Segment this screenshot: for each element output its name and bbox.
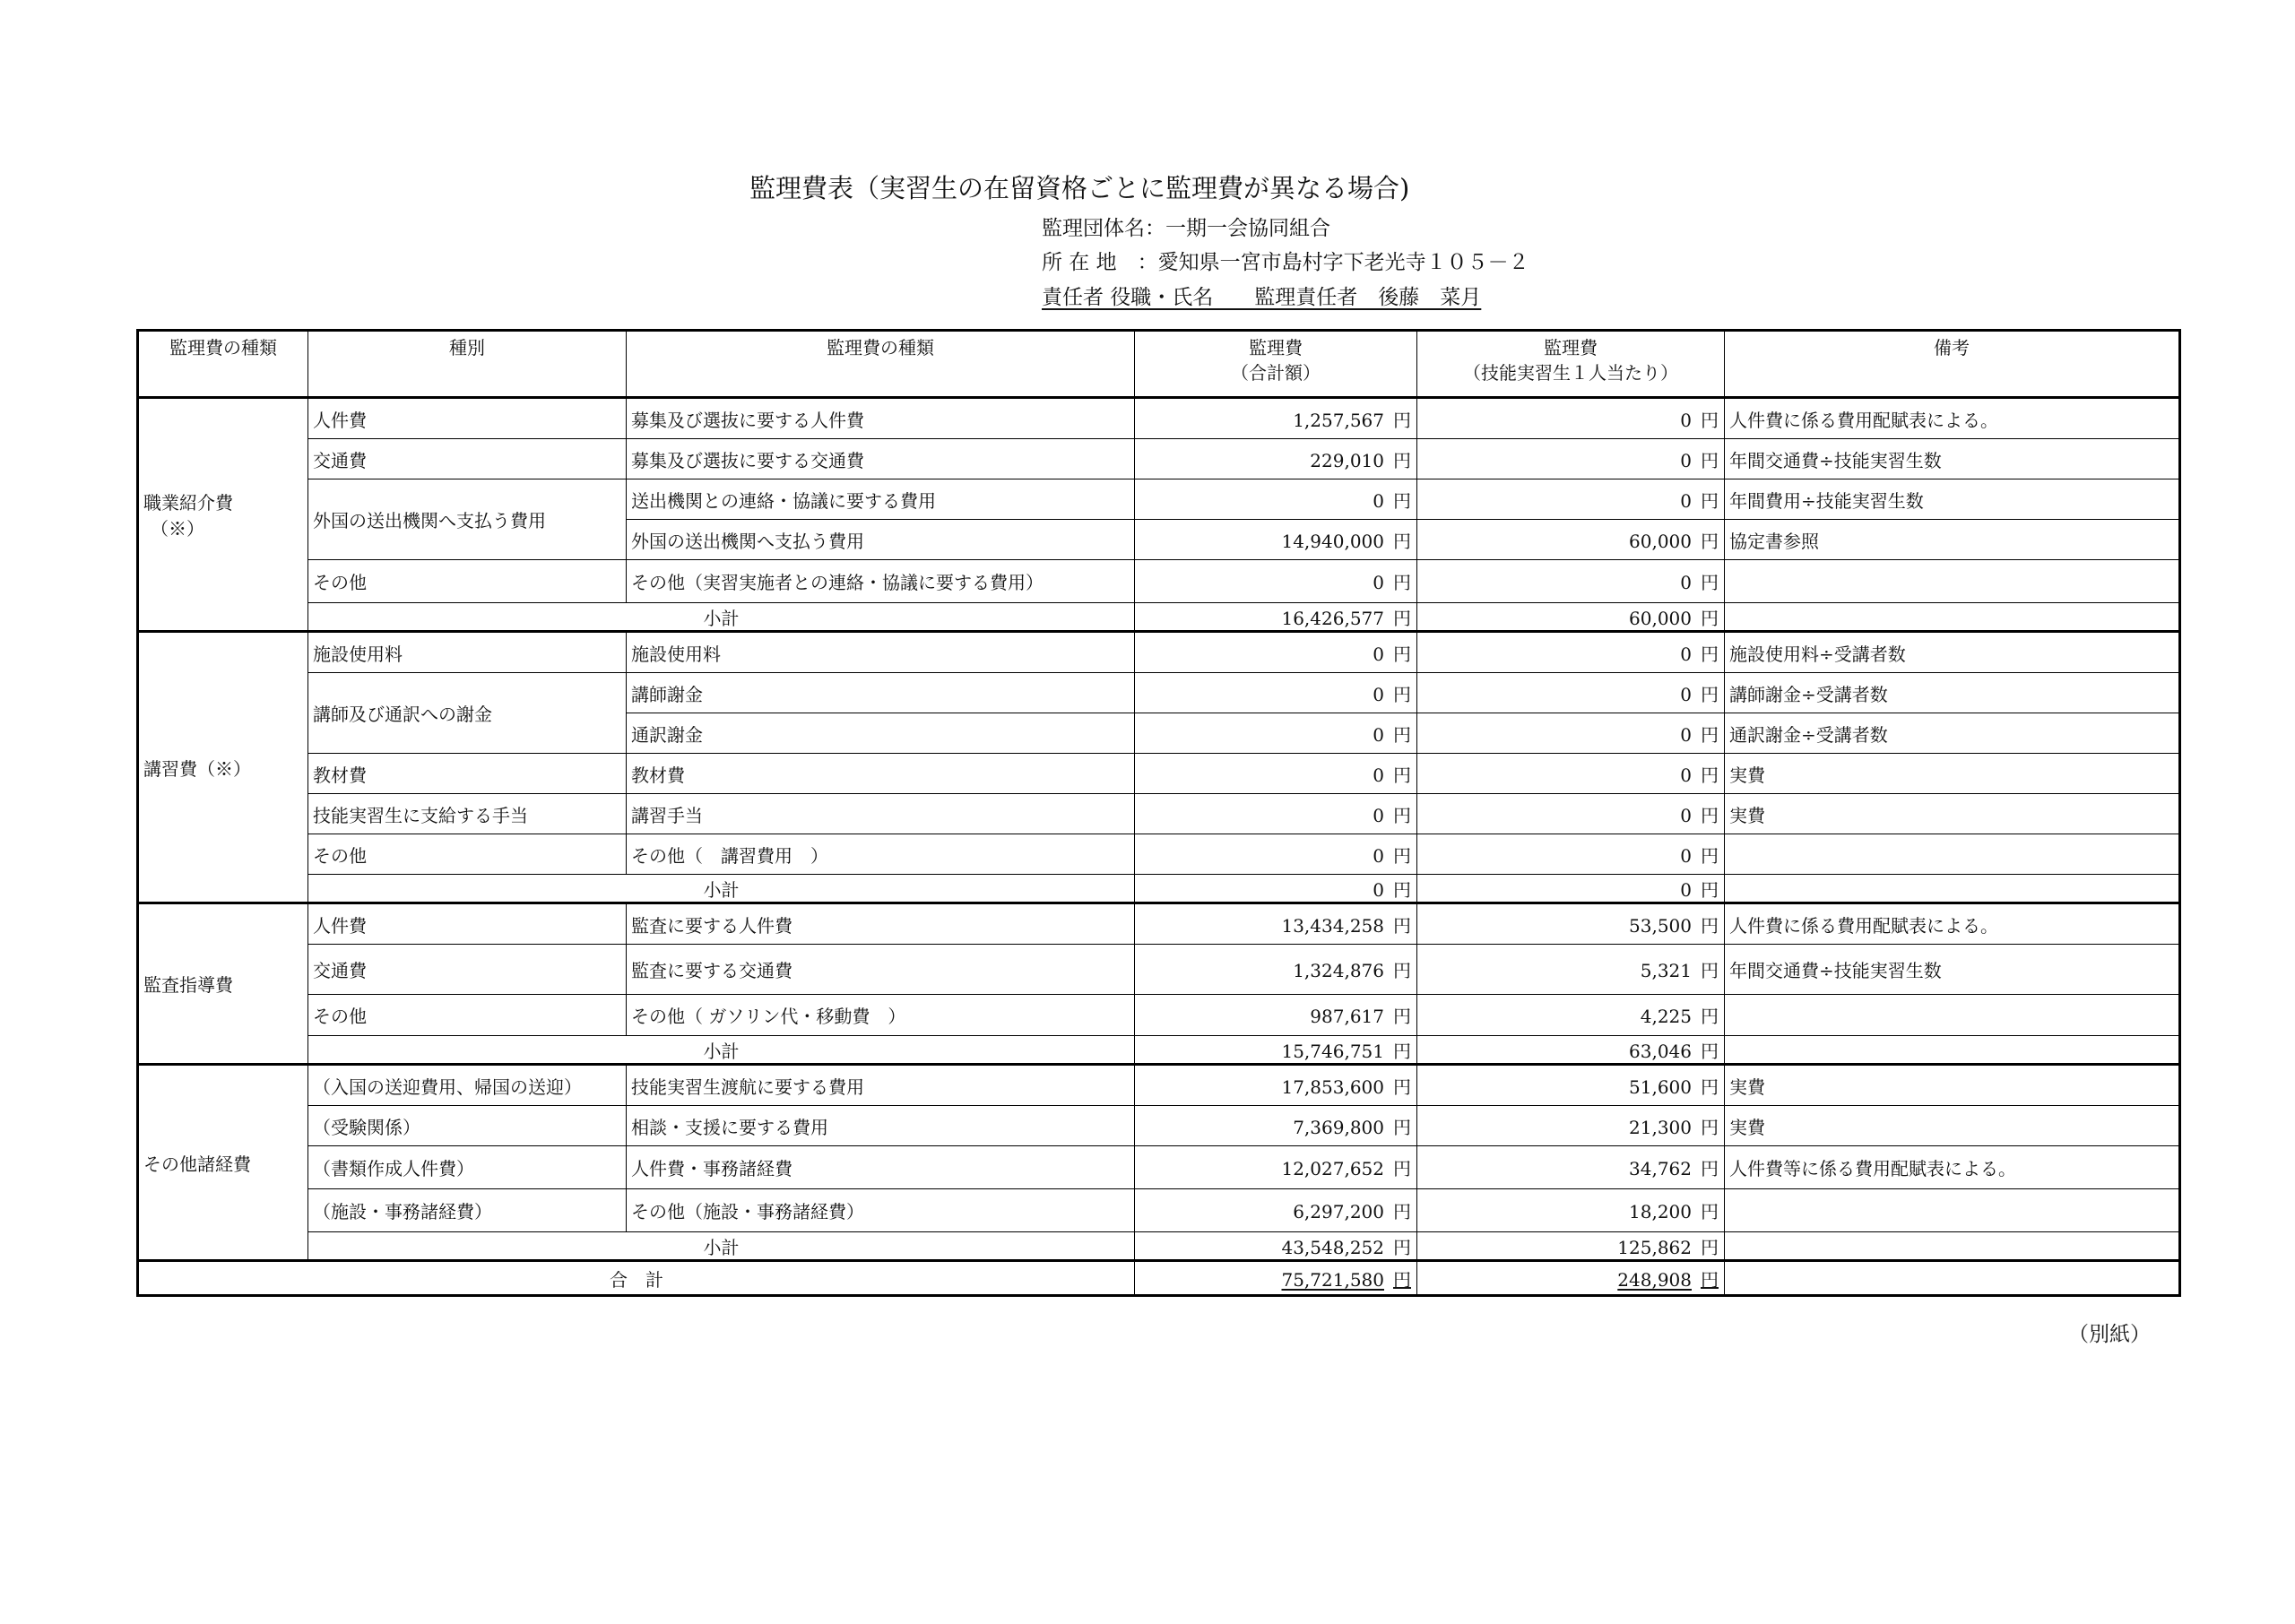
total-amount-cell	[1135, 1106, 1417, 1146]
unit-yen: 円	[1393, 1236, 1411, 1258]
total-amount-cell-value: 7,369,800	[1293, 1116, 1384, 1138]
total-amount-cell	[1135, 560, 1417, 603]
per-person-cell-value: 0	[1680, 409, 1692, 431]
total-amount-cell-value: 0	[1373, 723, 1384, 746]
item-cell: その他（施設・事務諸経費）	[627, 1189, 1135, 1232]
table-row	[138, 995, 2180, 1036]
per-person-cell-value: 34,762	[1629, 1158, 1692, 1179]
per-person-cell	[1417, 632, 1725, 673]
item-cell: その他（実習実施者との連絡・協議に要する費用）	[627, 560, 1135, 603]
subtotal-per-cell	[1417, 1232, 1725, 1261]
item-cell: 募集及び選抜に要する交通費	[627, 439, 1135, 479]
category-label: 講習費（※）	[143, 757, 251, 780]
note-cell	[1725, 834, 2180, 875]
unit-yen: 円	[1701, 449, 1719, 471]
unit-yen: 円	[1701, 723, 1719, 746]
grand-total-cell	[1135, 1261, 1417, 1296]
note-cell: 人件費に係る費用配賦表による。	[1725, 903, 2180, 945]
table-row	[138, 794, 2180, 834]
total-amount-cell	[1135, 834, 1417, 875]
unit-yen: 円	[1393, 572, 1411, 593]
type-cell: 講師及び通訳への謝金	[308, 673, 627, 754]
per-person-cell-value: 18,200	[1629, 1201, 1692, 1222]
per-person-cell	[1417, 713, 1725, 754]
unit-yen: 円	[1393, 1201, 1411, 1222]
type-cell: 交通費	[308, 945, 627, 995]
type-cell: 技能実習生に支給する手当	[308, 794, 627, 834]
per-person-cell-value: 21,300	[1629, 1116, 1692, 1138]
subtotal-label: 小計	[308, 1036, 1135, 1065]
table-header-row	[138, 331, 2180, 398]
per-person-cell	[1417, 945, 1725, 995]
subtotal-total-cell	[1135, 603, 1417, 632]
unit-yen: 円	[1701, 530, 1719, 552]
total-amount-cell	[1135, 439, 1417, 479]
unit-yen: 円	[1701, 572, 1719, 593]
subtotal-total-cell	[1135, 875, 1417, 903]
unit-yen: 円	[1701, 643, 1719, 665]
grand-total-per-cell	[1417, 1261, 1725, 1296]
unit-yen: 円	[1393, 449, 1411, 471]
subtotal-total-cell-value: 16,426,577	[1281, 607, 1384, 629]
item-cell: 技能実習生渡航に要する費用	[627, 1065, 1135, 1106]
item-cell: 講師謝金	[627, 673, 1135, 713]
per-person-cell-value: 0	[1680, 643, 1692, 665]
per-person-cell	[1417, 995, 1725, 1036]
total-amount-cell-value: 12,027,652	[1281, 1158, 1384, 1179]
note-cell	[1725, 560, 2180, 603]
per-person-cell	[1417, 834, 1725, 875]
unit-yen: 円	[1701, 844, 1719, 867]
total-amount-cell-value: 0	[1373, 489, 1384, 512]
subtotal-total-cell	[1135, 1036, 1417, 1065]
per-person-cell	[1417, 754, 1725, 794]
category-cell	[138, 1065, 308, 1261]
subtotal-per-cell	[1417, 875, 1725, 903]
note-cell: 実費	[1725, 794, 2180, 834]
total-amount-cell	[1135, 520, 1417, 560]
total-amount-cell-value: 0	[1373, 643, 1384, 665]
grand-total-cell-value: 75,721,580	[1281, 1268, 1384, 1291]
type-cell: （入国の送迎費用、帰国の送迎）	[308, 1065, 627, 1106]
note-cell: 実費	[1725, 754, 2180, 794]
subtotal-per-cell-value: 63,046	[1629, 1040, 1692, 1062]
total-amount-cell	[1135, 398, 1417, 439]
total-amount-cell	[1135, 995, 1417, 1036]
per-person-cell	[1417, 1106, 1725, 1146]
unit-yen: 円	[1701, 878, 1719, 901]
table-row	[138, 945, 2180, 995]
per-person-cell-value: 0	[1680, 804, 1692, 826]
table-row	[138, 903, 2180, 945]
item-cell: 送出機関との連絡・協議に要する費用	[627, 479, 1135, 520]
per-person-cell-value: 0	[1680, 489, 1692, 512]
table-row	[138, 754, 2180, 794]
note-cell: 年間費用÷技能実習生数	[1725, 479, 2180, 520]
subtotal-total-cell-value: 15,746,751	[1281, 1040, 1384, 1062]
per-person-cell	[1417, 560, 1725, 603]
subtotal-per-cell-value: 60,000	[1629, 607, 1692, 629]
header-category: 監理費の種類	[138, 331, 308, 398]
unit-yen: 円	[1393, 960, 1411, 981]
total-amount-cell	[1135, 903, 1417, 945]
note-cell	[1725, 1189, 2180, 1232]
item-cell: 相談・支援に要する費用	[627, 1106, 1135, 1146]
subtotal-label: 小計	[308, 875, 1135, 903]
unit-yen: 円	[1393, 804, 1411, 826]
unit-yen: 円	[1393, 764, 1411, 786]
total-amount-cell	[1135, 754, 1417, 794]
category-label: その他諸経費	[143, 1153, 251, 1175]
item-cell: 教材費	[627, 754, 1135, 794]
table-row	[138, 834, 2180, 875]
subtotal-note-cell	[1725, 1232, 2180, 1261]
per-person-cell-value: 0	[1680, 723, 1692, 746]
type-cell: その他	[308, 995, 627, 1036]
total-amount-cell-value: 1,324,876	[1293, 960, 1384, 981]
category-cell	[138, 903, 308, 1065]
subtotal-per-cell-value: 125,862	[1617, 1236, 1692, 1258]
unit-yen: 円	[1393, 530, 1411, 552]
table-row	[138, 673, 2180, 713]
per-person-cell	[1417, 1189, 1725, 1232]
total-amount-cell-value: 1,257,567	[1293, 409, 1384, 431]
unit-yen: 円	[1393, 683, 1411, 705]
header-total: 監理費 （合計額）	[1135, 331, 1417, 398]
total-amount-cell-value: 229,010	[1310, 449, 1384, 471]
item-cell: 講習手当	[627, 794, 1135, 834]
unit-yen: 円	[1701, 1116, 1719, 1138]
per-person-cell	[1417, 673, 1725, 713]
item-cell: 施設使用料	[627, 632, 1135, 673]
type-cell: 交通費	[308, 439, 627, 479]
table-row	[138, 439, 2180, 479]
per-person-cell	[1417, 903, 1725, 945]
subtotal-note-cell	[1725, 875, 2180, 903]
total-amount-cell-value: 17,853,600	[1281, 1075, 1384, 1098]
per-person-cell	[1417, 794, 1725, 834]
item-cell: 外国の送出機関へ支払う費用	[627, 520, 1135, 560]
per-person-cell-value: 60,000	[1629, 530, 1692, 552]
unit-yen: 円	[1701, 1201, 1719, 1222]
item-cell: その他（ 講習費用 ）	[627, 834, 1135, 875]
header-type: 種別	[308, 331, 627, 398]
total-amount-cell	[1135, 632, 1417, 673]
per-person-cell	[1417, 479, 1725, 520]
total-amount-cell	[1135, 673, 1417, 713]
item-cell: 監査に要する交通費	[627, 945, 1135, 995]
total-amount-cell-value: 0	[1373, 804, 1384, 826]
unit-yen: 円	[1393, 1075, 1411, 1098]
type-cell: （受験関係）	[308, 1106, 627, 1146]
unit-yen: 円	[1701, 409, 1719, 431]
table-row	[138, 560, 2180, 603]
unit-yen: 円	[1393, 1116, 1411, 1138]
subtotal-label: 小計	[308, 603, 1135, 632]
total-amount-cell	[1135, 794, 1417, 834]
total-amount-cell	[1135, 1146, 1417, 1189]
unit-yen: 円	[1393, 1158, 1411, 1179]
subtotal-per-cell-value: 0	[1680, 878, 1692, 901]
unit-yen: 円	[1393, 489, 1411, 512]
unit-yen: 円	[1701, 1268, 1719, 1291]
note-cell: 年間交通費÷技能実習生数	[1725, 439, 2180, 479]
per-person-cell-value: 0	[1680, 683, 1692, 705]
unit-yen: 円	[1701, 1006, 1719, 1027]
category-note: （※）	[151, 518, 204, 540]
grand-total-per-cell-value: 248,908	[1617, 1268, 1692, 1291]
unit-yen: 円	[1393, 878, 1411, 901]
unit-yen: 円	[1701, 683, 1719, 705]
subtotal-label: 小計	[308, 1232, 1135, 1261]
note-cell: 講師謝金÷受講者数	[1725, 673, 2180, 713]
document-title: 監理費表（実習生の在留資格ごとに監理費が異なる場合)	[749, 173, 1410, 203]
total-amount-cell-value: 13,434,258	[1281, 914, 1384, 937]
total-amount-cell	[1135, 479, 1417, 520]
unit-yen: 円	[1701, 960, 1719, 981]
type-cell: 人件費	[308, 903, 627, 945]
category-label: 監査指導費	[143, 974, 233, 996]
type-cell: その他	[308, 560, 627, 603]
unit-yen: 円	[1393, 1268, 1411, 1291]
item-cell: 人件費・事務諸経費	[627, 1146, 1135, 1189]
total-amount-cell-value: 6,297,200	[1293, 1201, 1384, 1222]
per-person-cell-value: 4,225	[1640, 1006, 1692, 1027]
per-person-cell	[1417, 398, 1725, 439]
note-cell: 年間交通費÷技能実習生数	[1725, 945, 2180, 995]
subtotal-row	[138, 875, 2180, 903]
item-cell: 募集及び選抜に要する人件費	[627, 398, 1135, 439]
subtotal-row	[138, 603, 2180, 632]
per-person-cell-value: 0	[1680, 449, 1692, 471]
category-label: 職業紹介費	[143, 492, 233, 514]
per-person-cell	[1417, 1146, 1725, 1189]
total-amount-cell	[1135, 1065, 1417, 1106]
total-amount-cell	[1135, 1189, 1417, 1232]
type-cell: 施設使用料	[308, 632, 627, 673]
total-amount-cell-value: 987,617	[1310, 1006, 1384, 1027]
attachment-label: （別紙）	[2068, 1323, 2151, 1346]
note-cell: 施設使用料÷受講者数	[1725, 632, 2180, 673]
unit-yen: 円	[1701, 1236, 1719, 1258]
note-cell: 人件費等に係る費用配賦表による。	[1725, 1146, 2180, 1189]
total-amount-cell-value: 0	[1373, 572, 1384, 593]
header-per-person: 監理費 （技能実習生１人当たり）	[1417, 331, 1725, 398]
grand-total-row	[138, 1261, 2180, 1296]
total-amount-cell-value: 0	[1373, 764, 1384, 786]
type-cell: 外国の送出機関へ支払う費用	[308, 479, 627, 560]
org-name: 監理団体名：一期一会協同組合	[1042, 217, 1330, 240]
subtotal-row	[138, 1036, 2180, 1065]
table-row	[138, 1189, 2180, 1232]
fee-table	[136, 329, 2181, 1297]
subtotal-note-cell	[1725, 1036, 2180, 1065]
per-person-cell	[1417, 1065, 1725, 1106]
subtotal-total-cell-value: 0	[1373, 878, 1384, 901]
unit-yen: 円	[1701, 914, 1719, 937]
per-person-cell-value: 0	[1680, 764, 1692, 786]
note-cell: 実費	[1725, 1065, 2180, 1106]
type-cell: （書類作成人件費）	[308, 1146, 627, 1189]
table-row	[138, 1106, 2180, 1146]
subtotal-row	[138, 1232, 2180, 1261]
note-cell	[1725, 995, 2180, 1036]
header-item: 監理費の種類	[627, 331, 1135, 398]
note-cell: 協定書参照	[1725, 520, 2180, 560]
per-person-cell-value: 0	[1680, 844, 1692, 867]
grand-total-label: 合 計	[138, 1261, 1135, 1296]
unit-yen: 円	[1701, 1075, 1719, 1098]
unit-yen: 円	[1393, 1040, 1411, 1062]
table-row	[138, 1146, 2180, 1189]
unit-yen: 円	[1701, 1040, 1719, 1062]
note-cell: 通訳謝金÷受講者数	[1725, 713, 2180, 754]
unit-yen: 円	[1701, 764, 1719, 786]
subtotal-per-cell	[1417, 1036, 1725, 1065]
unit-yen: 円	[1701, 804, 1719, 826]
header-note: 備考	[1725, 331, 2180, 398]
note-cell: 人件費に係る費用配賦表による。	[1725, 398, 2180, 439]
category-cell	[138, 632, 308, 903]
per-person-cell	[1417, 520, 1725, 560]
unit-yen: 円	[1393, 844, 1411, 867]
type-cell: 教材費	[308, 754, 627, 794]
per-person-cell-value: 5,321	[1640, 960, 1692, 981]
category-cell	[138, 398, 308, 632]
unit-yen: 円	[1701, 1158, 1719, 1179]
table-row	[138, 398, 2180, 439]
table-row	[138, 632, 2180, 673]
unit-yen: 円	[1393, 643, 1411, 665]
subtotal-note-cell	[1725, 603, 2180, 632]
table-row	[138, 1065, 2180, 1106]
total-amount-cell-value: 0	[1373, 844, 1384, 867]
subtotal-total-cell-value: 43,548,252	[1281, 1236, 1384, 1258]
per-person-cell	[1417, 439, 1725, 479]
total-amount-cell-value: 14,940,000	[1281, 530, 1384, 552]
type-cell: その他	[308, 834, 627, 875]
org-address: 所 在 地 ：愛知県一宮市島村字下老光寺１０５－２	[1042, 251, 1529, 274]
per-person-cell-value: 53,500	[1629, 914, 1692, 937]
subtotal-total-cell	[1135, 1232, 1417, 1261]
org-manager: 責任者 役職・氏名 監理責任者 後藤 菜月	[1042, 286, 1482, 309]
per-person-cell-value: 0	[1680, 572, 1692, 593]
type-cell: 人件費	[308, 398, 627, 439]
subtotal-per-cell	[1417, 603, 1725, 632]
unit-yen: 円	[1393, 914, 1411, 937]
note-cell: 実費	[1725, 1106, 2180, 1146]
table-row	[138, 479, 2180, 520]
item-cell: その他（ ガソリン代・移動費 ）	[627, 995, 1135, 1036]
type-cell: （施設・事務諸経費）	[308, 1189, 627, 1232]
item-cell: 監査に要する人件費	[627, 903, 1135, 945]
per-person-cell-value: 51,600	[1629, 1075, 1692, 1098]
grand-total-note-cell	[1725, 1261, 2180, 1296]
total-amount-cell	[1135, 713, 1417, 754]
total-amount-cell	[1135, 945, 1417, 995]
unit-yen: 円	[1701, 607, 1719, 629]
item-cell: 通訳謝金	[627, 713, 1135, 754]
unit-yen: 円	[1393, 1006, 1411, 1027]
unit-yen: 円	[1393, 607, 1411, 629]
total-amount-cell-value: 0	[1373, 683, 1384, 705]
unit-yen: 円	[1393, 723, 1411, 746]
unit-yen: 円	[1701, 489, 1719, 512]
unit-yen: 円	[1393, 409, 1411, 431]
